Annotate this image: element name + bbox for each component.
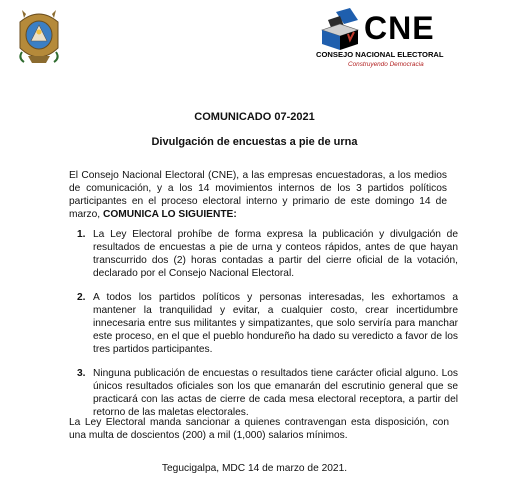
- list-item-text: Ninguna publicación de encuestas o resultados tiene carácter oficial alguno. Los únicos resultados oficiales son los que emanarán del escrutinio general que se practicará con las actas de cierre de cada mesa electoral receptora, a partir del retorno de las maletas electorales.: [93, 368, 458, 418]
- signoff-line: Tegucigalpa, MDC 14 de marzo de 2021.: [161, 463, 348, 474]
- list-item-text: A todos los partidos políticos y personas interesadas, les exhortamos a mantener la tranquilidad y evitar, a cualquier costo, crear incertidumbre innecesaria entre sus militantes y simpatizantes, que solo serviría para manchar este proceso, en el que el pueblo hondureño ha dado su veredicto a favor de los tres partidos participantes.: [93, 292, 458, 355]
- cne-full-name: CONSEJO NACIONAL ELECTORAL: [316, 50, 444, 59]
- intro-text: El Consejo Nacional Electoral (CNE), a las empresas encuestadoras, a los medios de comunicación, y a los 14 movimientos internos de los 3 partidos políticos participantes en el proceso electoral interno y primario de este domingo 14 de marzo,: [69, 170, 447, 220]
- cne-logo: [312, 8, 462, 74]
- list-item-number: 3.: [77, 368, 86, 379]
- document-subtitle: Divulgación de encuestas a pie de urna: [151, 136, 358, 148]
- list-item: [77, 367, 458, 419]
- list-item: [77, 291, 458, 356]
- list-item-text: La Ley Electoral prohíbe de forma expresa la publicación y divulgación de resultados de encuestas a pie de urna y conteos rápidos, antes de que hayan transcurrido dos (2) horas contadas a partir del cierre oficial de la votación, declarado por el Consejo Nacional Electoral.: [93, 229, 458, 279]
- cne-acronym: CNE: [364, 10, 435, 46]
- list-item-number: 1.: [77, 229, 86, 240]
- closing-paragraph: La Ley Electoral manda sancionar a quienes contravengan esta disposición, con una multa de doscientos (200) a mil (1,000) salarios mínimos.: [69, 417, 449, 441]
- numbered-list: [77, 228, 458, 430]
- list-item-number: 2.: [77, 292, 86, 303]
- list-item: [77, 228, 458, 280]
- cne-tagline: Construyendo Democracia: [348, 61, 424, 68]
- intro-emphasis: COMUNICA LO SIGUIENTE:: [102, 209, 237, 220]
- document-title: COMUNICADO 07-2021: [194, 111, 315, 123]
- honduras-coat-of-arms-icon: [14, 8, 64, 66]
- intro-paragraph: [69, 169, 447, 221]
- ballot-box-icon: [314, 8, 364, 52]
